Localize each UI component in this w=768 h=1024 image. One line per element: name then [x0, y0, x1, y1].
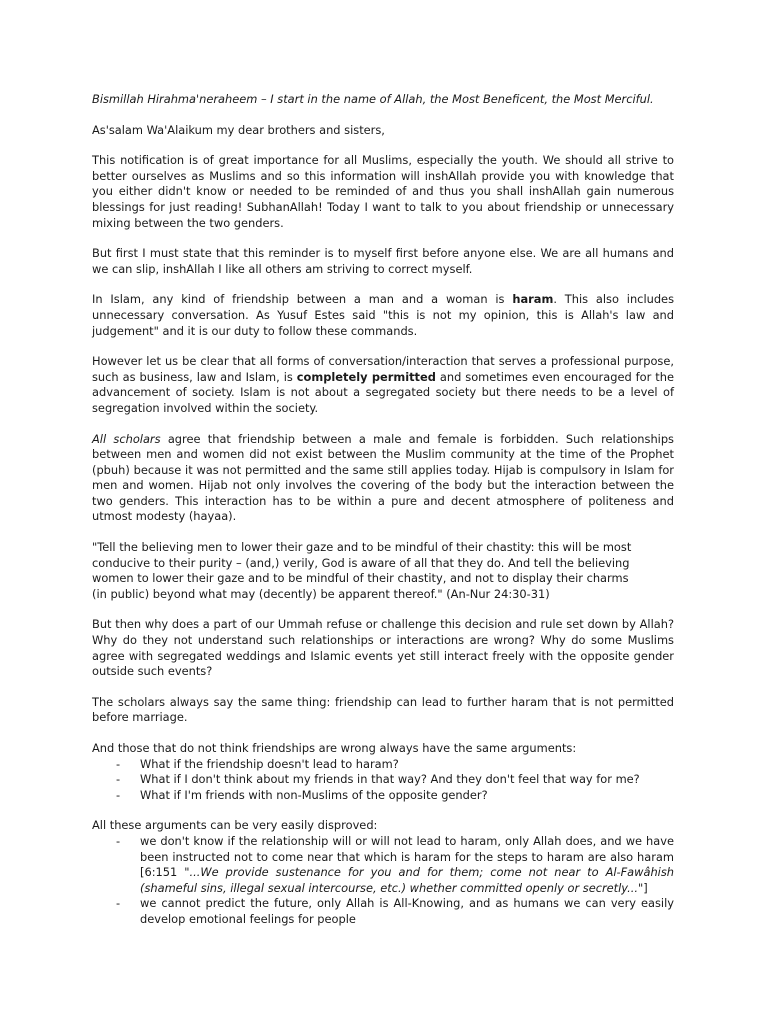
list-item: - we cannot predict the future, only Allah is All-Knowing, and as humans we can very easily develop emotional feelings for people [92, 896, 674, 927]
list-item: - What if the friendship doesn't lead to haram? [92, 757, 674, 773]
quran-quote: "Tell the believing men to lower their gaze and to be mindful of their chastity: this will be most conducive to their purity – (and,) verily, God is aware of all that they do. And tell the believing women to lower their gaze and to be mindful of their chastity, and not to display their charms (in public) beyond what may (decently) be apparent thereof." (An-Nur 24:30-31) [92, 540, 632, 601]
text-run: we don't know if the relationship will or will not lead to haram, only Allah does, and we have been instructed not to come near that which is haram for the steps to haram are also haram [6:151 [140, 833, 674, 880]
italic-verse: "...We provide sustenance for you and for them; come not near to Al-Fawâhish (shameful sins, illegal sexual intercourse, etc.) whether committed openly or secretly..." [140, 865, 674, 895]
paragraph-intro: This notification is of great importance for all Muslims, especially the youth. We should all strive to better ourselves as Muslims and so this information will inshAllah provide you with knowledge that you either didn't know or needed to be reminded of and thus you shall inshAllah gain numerous blessings for just reading! SubhanAllah! Today I want to talk to you about friendship or unnecessary mixing between the two genders. [92, 153, 674, 230]
text-run: However let us be clear that all forms of conversation/interaction that serves a professional purpose, such as business, law and Islam, is [92, 354, 674, 384]
paragraph-scholars-say: The scholars always say the same thing: friendship can lead to further haram that is not permitted before marriage. [92, 694, 674, 725]
text-run: ] [643, 880, 648, 895]
paragraph-permitted [92, 354, 674, 416]
document-page [92, 92, 674, 943]
bold-completely-permitted: completely permitted [296, 369, 436, 384]
text-run: In Islam, any kind of friendship between a man and a woman is [92, 292, 513, 307]
paragraph-ummah: But then why does a part of our Ummah refuse or challenge this decision and rule set down by Allah? Why do they not understand such relationships or interactions are wrong? Why do some Muslims agree with segregated weddings and Islamic events yet still interact freely with the opposite gender outside such events? [92, 617, 674, 679]
disproof-intro: All these arguments can be very easily disproved: [92, 818, 378, 833]
paragraph-scholars [92, 432, 674, 526]
text-run: . This also includes unnecessary conversation. As Yusuf Estes said "this is not my opinion, this is Allah's law and judgement" and it is our duty to follow these commands. [92, 292, 674, 338]
salam-greeting: As'salam Wa'Alaikum my dear brothers and sisters, [92, 122, 385, 137]
text-run: agree that friendship between a male and female is forbidden. Such relationships between men and women did not exist between the Muslim community at the time of the Prophet (pbuh) because it was not permitted and the same still applies today. Hijab is compulsory in Islam for men and women. Hijab not only involves the covering of the body but the interaction between the two genders. This interaction has to be within a pure and decent atmosphere of politeness and utmost modesty (hayaa). [92, 431, 674, 524]
bismillah-line: Bismillah Hirahma'neraheem – I start in the name of Allah, the Most Beneficent, the Most Merciful. [92, 92, 654, 106]
italic-all-scholars: All scholars [92, 431, 161, 446]
paragraph-haram [92, 292, 674, 339]
arguments-intro: And those that do not think friendships are wrong always have the same arguments: [92, 741, 577, 755]
bold-haram: haram [512, 292, 554, 307]
list-item [92, 834, 674, 896]
text-run: and sometimes even encouraged for the advancement of society. Islam is not about a segregated society but there needs to be a level of segregation involved within the society. [92, 369, 674, 415]
list-item: - What if I'm friends with non-Muslims of the opposite gender? [92, 788, 674, 804]
disproof-list [92, 834, 674, 928]
paragraph-reminder: But first I must state that this reminder is to myself first before anyone else. We are all humans and we can slip, inshAllah I like all others am striving to correct myself. [92, 246, 674, 276]
list-item: - What if I don't think about my friends in that way? And they don't feel that way for me? [92, 772, 674, 788]
arguments-list [92, 757, 674, 804]
